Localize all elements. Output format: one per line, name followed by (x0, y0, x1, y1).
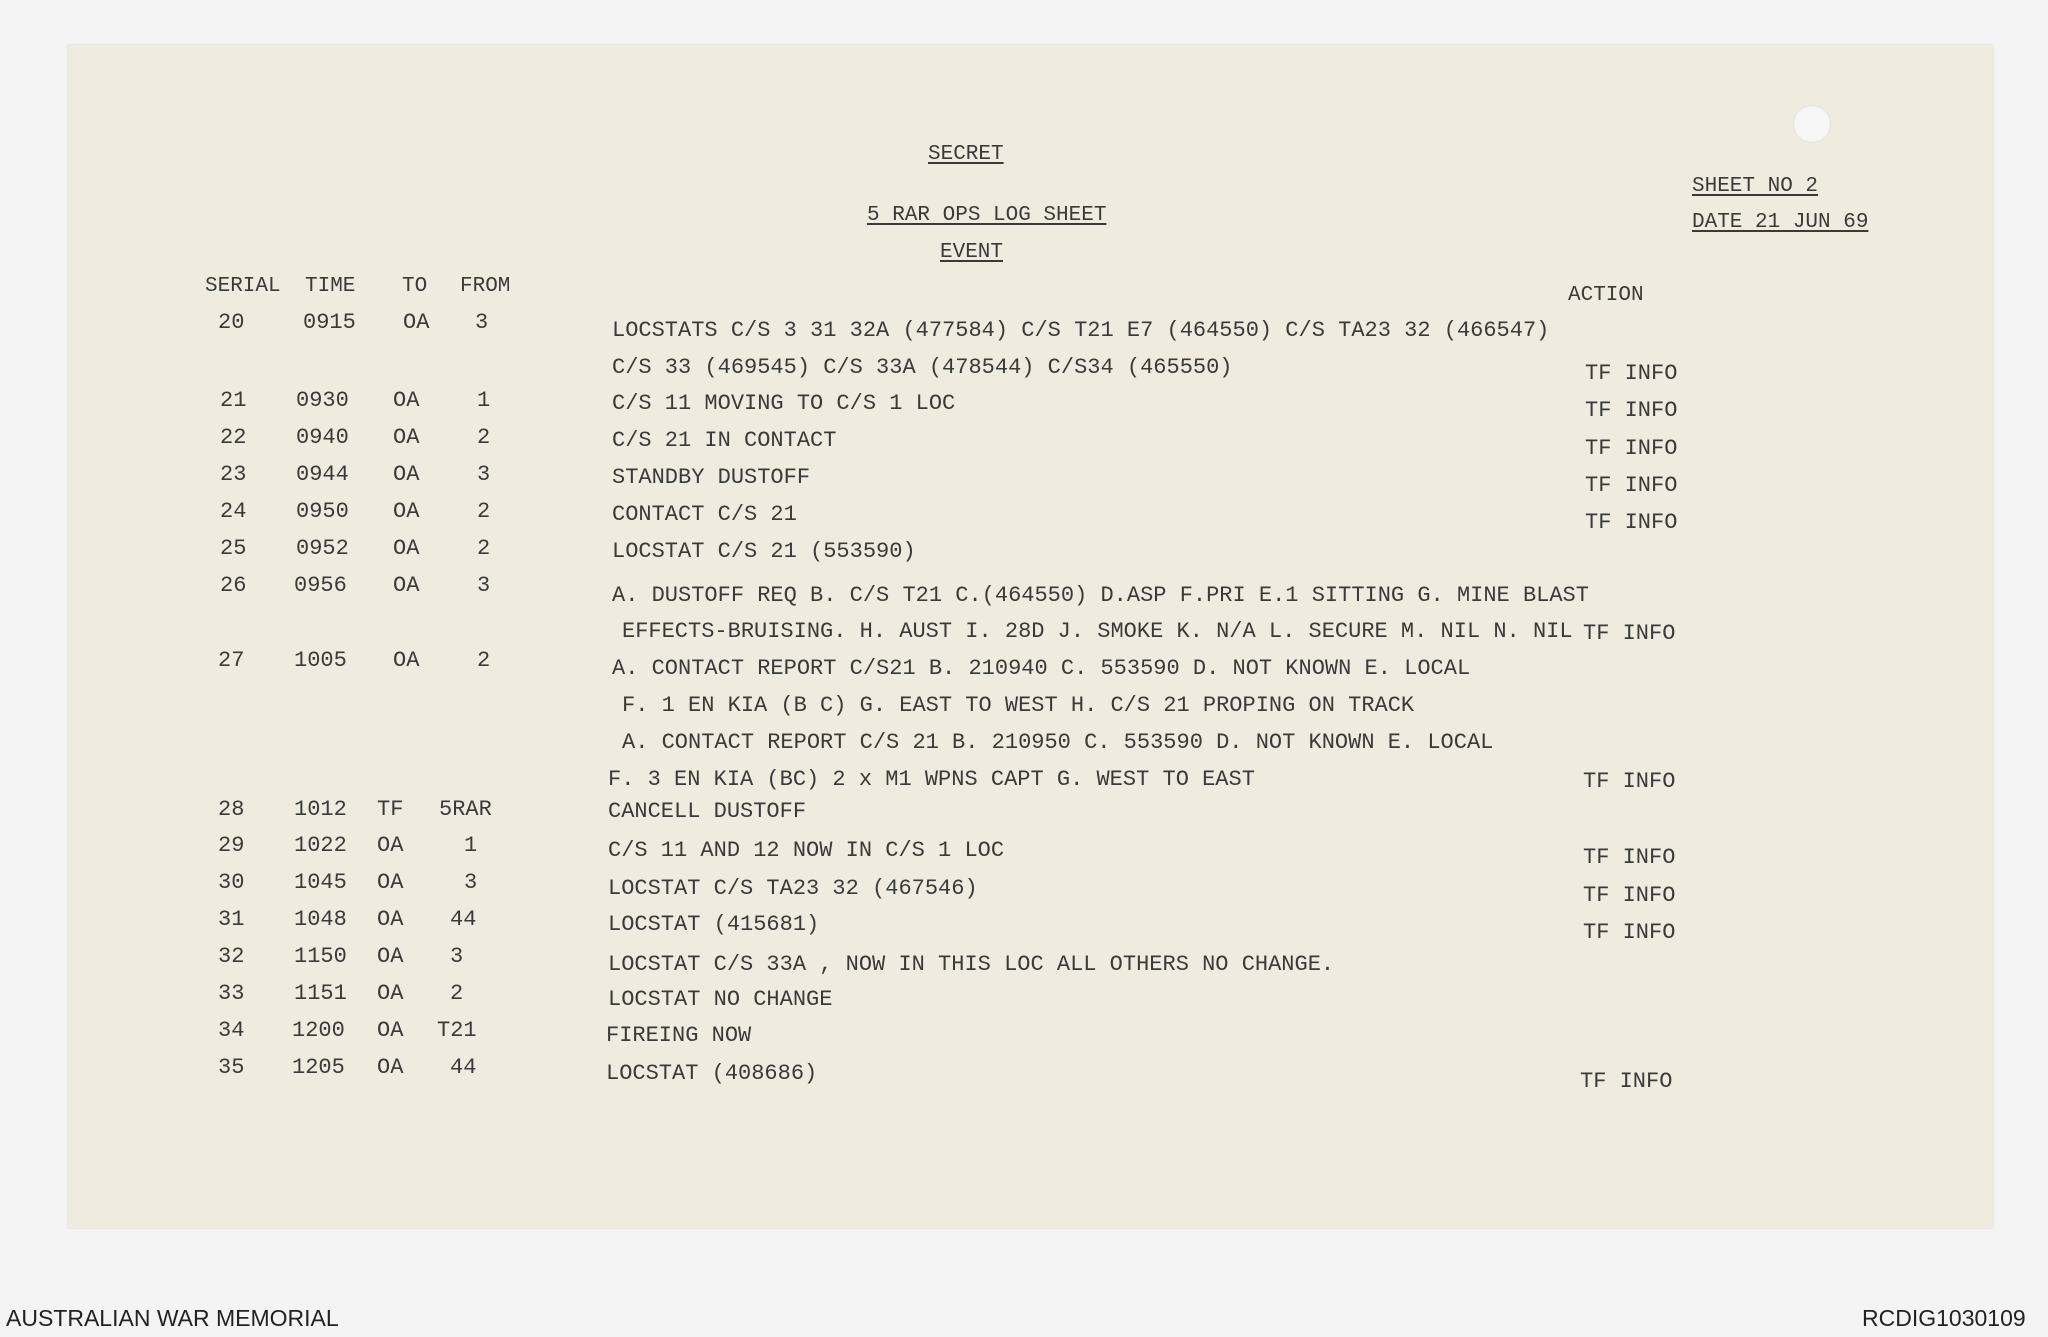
to-cell: OA (393, 573, 420, 598)
event-line: LOCSTAT C/S TA23 32 (467546) (608, 876, 978, 901)
serial-cell: 24 (220, 499, 247, 524)
serial-cell: 23 (220, 462, 247, 487)
table-row (0, 1055, 2048, 1085)
column-header-from: FROM (460, 275, 511, 298)
column-header-to: TO (402, 275, 428, 298)
to-cell: OA (377, 907, 404, 932)
from-cell: 2 (450, 981, 464, 1006)
time-cell: 0915 (303, 310, 356, 335)
event-line: F. 1 EN KIA (B C) G. EAST TO WEST H. C/S 21 PROPING ON TRACK (622, 693, 1415, 718)
from-cell: 3 (477, 573, 491, 598)
from-cell: 44 (450, 907, 477, 932)
event-line: C/S 21 IN CONTACT (612, 428, 837, 453)
event-line: A. CONTACT REPORT C/S21 B. 210940 C. 553590 D. NOT KNOWN E. LOCAL (612, 656, 1471, 681)
serial-cell: 25 (220, 536, 247, 561)
from-cell: 3 (477, 462, 491, 487)
to-cell: OA (377, 981, 404, 1006)
event-line: LOCSTATS C/S 3 31 32A (477584) C/S T21 E7 (464550) C/S TA23 32 (466547) (612, 318, 1550, 343)
from-cell: 2 (477, 536, 491, 561)
table-row (0, 797, 2048, 827)
sheet-date: DATE 21 JUN 69 (1692, 211, 1869, 234)
from-cell: T21 (437, 1018, 477, 1043)
table-row (0, 536, 2048, 566)
document-subtitle: EVENT (940, 241, 1004, 264)
time-cell: 1048 (294, 907, 347, 932)
classification-marking: SECRET (928, 143, 1004, 166)
to-cell: OA (377, 1055, 404, 1080)
action-cell: TF INFO (1585, 473, 1678, 498)
event-line: LOCSTAT C/S 21 (553590) (612, 539, 916, 564)
serial-cell: 27 (218, 648, 245, 673)
to-cell: OA (393, 462, 420, 487)
action-cell: TF INFO (1585, 398, 1678, 423)
to-cell: OA (377, 1018, 404, 1043)
event-line: LOCSTAT NO CHANGE (608, 987, 833, 1012)
event-line: C/S 33 (469545) C/S 33A (478544) C/S34 (465550) (612, 355, 1233, 380)
action-cell: TF INFO (1583, 769, 1676, 794)
sheet-number: SHEET NO 2 (1692, 175, 1819, 198)
document-title: 5 RAR OPS LOG SHEET (867, 204, 1107, 227)
action-cell: TF INFO (1585, 510, 1678, 535)
time-cell: 1045 (294, 870, 347, 895)
time-cell: 1022 (294, 833, 347, 858)
from-cell: 1 (477, 388, 491, 413)
event-line: A. CONTACT REPORT C/S 21 B. 210950 C. 553590 D. NOT KNOWN E. LOCAL (622, 730, 1494, 755)
event-line: F. 3 EN KIA (BC) 2 x M1 WPNS CAPT G. WEST TO EAST (608, 767, 1255, 792)
event-line: EFFECTS-BRUISING. H. AUST I. 28D J. SMOKE K. N/A L. SECURE M. NIL N. NIL (622, 619, 1573, 644)
time-cell: 0956 (294, 573, 347, 598)
serial-cell: 30 (218, 870, 245, 895)
serial-cell: 22 (220, 425, 247, 450)
table-row (0, 499, 2048, 529)
event-line: LOCSTAT (408686) (606, 1061, 818, 1086)
time-cell: 0940 (296, 425, 349, 450)
table-row (0, 833, 2048, 863)
to-cell: OA (393, 388, 420, 413)
event-line: C/S 11 MOVING TO C/S 1 LOC (612, 391, 956, 416)
serial-cell: 28 (218, 797, 245, 822)
serial-cell: 21 (220, 388, 247, 413)
time-cell: 1200 (292, 1018, 345, 1043)
from-cell: 1 (464, 833, 478, 858)
table-row (0, 462, 2048, 492)
time-cell: 1205 (292, 1055, 345, 1080)
event-line: CONTACT C/S 21 (612, 502, 797, 527)
from-cell: 5RAR (439, 797, 492, 822)
serial-cell: 26 (220, 573, 247, 598)
footer-archive-name: AUSTRALIAN WAR MEMORIAL (6, 1305, 339, 1331)
table-row (0, 870, 2048, 900)
time-cell: 0944 (296, 462, 349, 487)
from-cell: 3 (464, 870, 478, 895)
to-cell: OA (377, 833, 404, 858)
action-cell: TF INFO (1585, 361, 1678, 386)
time-cell: 0952 (296, 536, 349, 561)
footer-record-id: RCDIG1030109 (1862, 1305, 2026, 1331)
event-line: STANDBY DUSTOFF (612, 465, 811, 490)
serial-cell: 33 (218, 981, 245, 1006)
table-row (0, 1018, 2048, 1048)
time-cell: 0950 (296, 499, 349, 524)
to-cell: OA (393, 648, 420, 673)
from-cell: 44 (450, 1055, 477, 1080)
serial-cell: 31 (218, 907, 245, 932)
table-row (0, 981, 2048, 1011)
event-line: C/S 11 AND 12 NOW IN C/S 1 LOC (608, 838, 1005, 863)
to-cell: OA (393, 425, 420, 450)
event-line: A. DUSTOFF REQ B. C/S T21 C.(464550) D.ASP F.PRI E.1 SITTING G. MINE BLAST (612, 583, 1589, 608)
time-cell: 0930 (296, 388, 349, 413)
from-cell: 2 (477, 425, 491, 450)
event-line: FIREING NOW (606, 1023, 752, 1048)
punch-hole (1793, 105, 1831, 143)
to-cell: OA (403, 310, 430, 335)
event-line: LOCSTAT (415681) (608, 912, 820, 937)
to-cell: OA (393, 536, 420, 561)
action-cell: TF INFO (1583, 845, 1676, 870)
to-cell: OA (377, 870, 404, 895)
column-header-serial: SERIAL (205, 275, 281, 298)
serial-cell: 20 (218, 310, 245, 335)
action-cell: TF INFO (1583, 920, 1676, 945)
action-cell: TF INFO (1583, 883, 1676, 908)
table-row (0, 907, 2048, 937)
table-row (0, 425, 2048, 455)
column-header-time: TIME (305, 275, 356, 298)
time-cell: 1150 (294, 944, 347, 969)
table-row (0, 388, 2048, 418)
time-cell: 1012 (294, 797, 347, 822)
time-cell: 1151 (294, 981, 347, 1006)
from-cell: 3 (475, 310, 489, 335)
from-cell: 2 (477, 648, 491, 673)
serial-cell: 35 (218, 1055, 245, 1080)
from-cell: 2 (477, 499, 491, 524)
event-line: CANCELL DUSTOFF (608, 799, 807, 824)
serial-cell: 29 (218, 833, 245, 858)
to-cell: TF (377, 797, 404, 822)
from-cell: 3 (450, 944, 464, 969)
action-cell: TF INFO (1583, 621, 1676, 646)
serial-cell: 34 (218, 1018, 245, 1043)
to-cell: OA (377, 944, 404, 969)
event-line: LOCSTAT C/S 33A , NOW IN THIS LOC ALL OTHERS NO CHANGE. (608, 952, 1335, 977)
column-header-action: ACTION (1568, 284, 1644, 307)
serial-cell: 32 (218, 944, 245, 969)
action-cell: TF INFO (1580, 1069, 1673, 1094)
action-cell: TF INFO (1585, 436, 1678, 461)
to-cell: OA (393, 499, 420, 524)
time-cell: 1005 (294, 648, 347, 673)
